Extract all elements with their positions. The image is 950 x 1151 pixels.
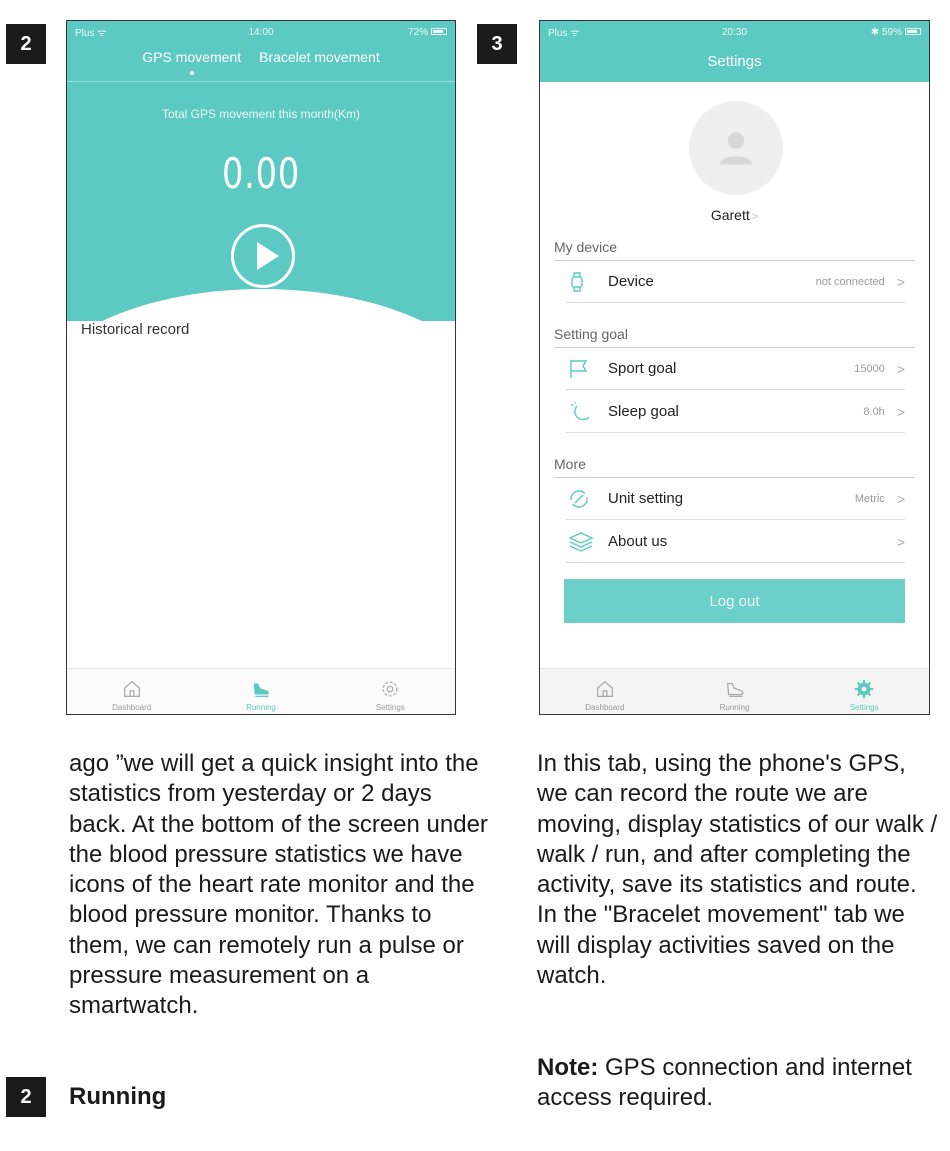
battery-icon (431, 28, 447, 35)
nav-running-label: Running (246, 703, 276, 712)
avatar[interactable] (689, 101, 783, 195)
section-heading: Running (69, 1083, 167, 1110)
sleep-goal-row[interactable] (566, 391, 905, 433)
gear-icon (379, 678, 401, 700)
layers-icon (568, 530, 596, 554)
chevron-right-icon: > (896, 490, 905, 507)
start-play-button[interactable] (231, 224, 295, 288)
status-bar (67, 21, 455, 43)
carrier-label: Plus (548, 28, 568, 39)
nav-running-label: Running (719, 703, 750, 712)
bottom-nav (67, 668, 455, 714)
logout-button[interactable]: Log out (564, 579, 905, 623)
sleep-goal-label: Sleep goal (608, 403, 679, 420)
device-status: not connected (815, 275, 885, 288)
nav-settings[interactable] (326, 669, 455, 714)
total-gps-label: Total GPS movement this month(Km) (161, 107, 361, 121)
nav-settings[interactable] (799, 669, 929, 714)
nav-running[interactable] (196, 669, 325, 714)
total-gps-value: 0.00 (221, 149, 300, 198)
section-badge: 2 (6, 1077, 46, 1117)
shoe-icon (250, 678, 272, 700)
chevron-right-icon: > (896, 273, 905, 290)
watch-icon (568, 270, 596, 294)
about-us-row[interactable] (566, 521, 905, 563)
bluetooth-icon: ✱ (870, 26, 882, 38)
shoe-icon (724, 678, 746, 700)
header-divider (67, 81, 455, 82)
wifi-icon: ᯤ (97, 28, 107, 39)
status-time: 14:00 (248, 26, 274, 38)
device-label: Device (608, 273, 654, 290)
carrier-label: Plus (75, 28, 95, 39)
chevron-right-icon: > (751, 211, 759, 223)
nav-dashboard[interactable] (67, 669, 196, 714)
gear-icon (853, 678, 875, 700)
status-bar (540, 21, 929, 43)
note-block (537, 1053, 942, 1114)
sport-goal-row[interactable] (566, 348, 905, 390)
right-paragraph-1: In this tab, using the phone's GPS, we can record the route we are moving, display statistics of our walk / walk / run, and after completing the activity, save its statistics and route. (537, 750, 938, 899)
sleep-goal-value: 8.0h (863, 405, 885, 418)
chevron-right-icon: > (896, 360, 905, 377)
refresh-icon (568, 487, 596, 511)
username-text: Garett (710, 207, 750, 223)
battery-percent: 59% (881, 26, 902, 38)
battery-percent: 72% (407, 26, 428, 38)
flag-icon (568, 357, 596, 381)
tab-gps-movement[interactable]: GPS movement (142, 49, 242, 65)
left-paragraph: ago ”we will get a quick insight into the statistics from yesterday or 2 days back. At the bottom of the screen under the blood pressure statistics we have icons of the heart rate monitor and the blood pressure monitor. Thanks to them, we can remotely run a pulse or pressure measurement on a smartwatch. (69, 750, 488, 1020)
section-more: More (554, 456, 586, 472)
battery-icon (905, 28, 921, 35)
right-text-block (537, 749, 942, 991)
nav-dashboard-label: Dashboard (585, 703, 625, 712)
nav-settings-label: Settings (849, 703, 879, 712)
page-title: Settings (707, 53, 762, 70)
note-label: Note: (537, 1054, 599, 1081)
device-row[interactable] (566, 261, 905, 303)
unit-setting-row[interactable] (566, 478, 905, 520)
bottom-nav (540, 668, 929, 714)
movement-tabs (67, 49, 455, 65)
nav-dashboard-label: Dashboard (112, 703, 152, 712)
moon-icon (568, 400, 596, 424)
home-icon (121, 678, 143, 700)
step-badge-2: 2 (6, 24, 46, 64)
username-link[interactable] (540, 207, 929, 223)
status-time: 20:30 (721, 26, 747, 38)
home-icon (594, 678, 616, 700)
chevron-right-icon: > (896, 533, 905, 550)
nav-settings-label: Settings (375, 703, 405, 712)
note-text: GPS connection and internet access required. (537, 1054, 912, 1112)
about-us-label: About us (608, 533, 668, 550)
nav-running[interactable] (670, 669, 800, 714)
wifi-icon: ᯤ (570, 28, 580, 39)
right-paragraph-2: In the "Bracelet movement" tab we will display activities saved on the watch. (537, 901, 905, 990)
nav-dashboard[interactable] (540, 669, 670, 714)
step-badge-3: 3 (477, 24, 517, 64)
unit-setting-value: Metric (854, 492, 885, 505)
tab-bracelet-movement[interactable]: Bracelet movement (259, 49, 380, 65)
user-icon (714, 126, 758, 170)
section-my-device: My device (554, 239, 618, 255)
unit-setting-label: Unit setting (608, 490, 684, 507)
section-setting-goal: Setting goal (554, 326, 628, 342)
sport-goal-label: Sport goal (608, 360, 677, 377)
settings-screen (539, 20, 930, 715)
chevron-right-icon: > (896, 403, 905, 420)
sport-goal-value: 15000 (854, 362, 885, 375)
historical-record-label: Historical record (81, 321, 190, 338)
running-screen (66, 20, 456, 715)
